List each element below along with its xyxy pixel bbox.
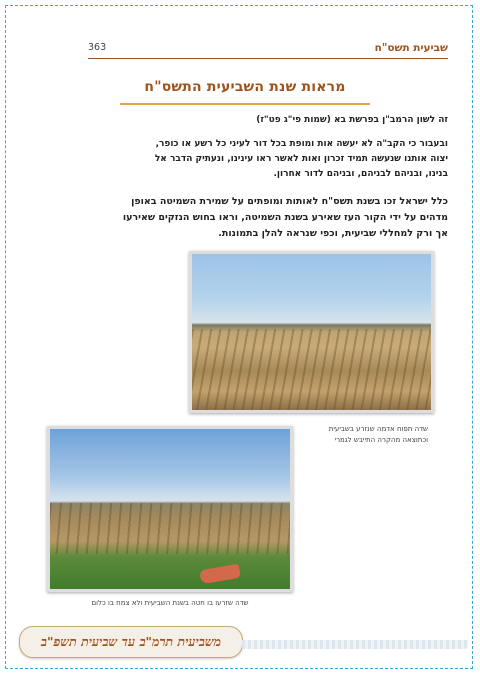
header-rule <box>88 58 448 59</box>
field-furrows <box>192 329 431 410</box>
photo1-caption <box>300 424 428 446</box>
footer-band <box>242 640 468 649</box>
body-paragraph <box>88 194 448 242</box>
caption-line: וכתוצאה מהקרה התייבש לגמרי <box>334 436 428 444</box>
quote-block <box>88 137 448 182</box>
page-number: 363 <box>88 42 107 53</box>
photo-potato-field <box>189 251 434 413</box>
photo2-caption: שדה שזרעו בו חטה בשנת השביעית ולא צמח בו כלום <box>91 599 249 607</box>
quote-line: יצוה אותנו שנעשה תמיד זכרון ואות לאשר ראו עינינו, ונעתיק הדבר אל <box>154 154 448 164</box>
page-title: מראות שנת השביעית התשס"ח <box>144 79 346 95</box>
paragraph-line: מדהים על ידי הקור העז שאירע בשנת השמיטה, וראו בחוש הנזקים שאירעו <box>122 212 448 223</box>
footer-title: משביעית תרמ"ב עד שביעית תשפ"ב <box>40 634 222 649</box>
source-line: זה לשון הרמב"ן בפרשת בא (שמות פי"ג פט"ז) <box>256 115 448 125</box>
page-header <box>88 42 448 56</box>
paragraph-line: כלל ישראל זכו בשנת תשס"ח לאותות ומופתים על שמירת השמיטה באופן <box>131 196 448 207</box>
footer-title-box <box>19 626 243 658</box>
caption-line: שדה תפוח אדמה שנזרע בשביעית <box>328 425 428 433</box>
quote-line: בנינו, ובניהם לבניהם, ובניהם לדור אחרון. <box>273 169 448 179</box>
paragraph-line: אך ורק למחללי שביעית, וכפי שנראה להלן בתמונות. <box>218 228 448 239</box>
running-title: שביעית תשס"ח <box>374 42 448 54</box>
photo-wheat-field <box>47 426 293 592</box>
field-furrows <box>50 503 290 554</box>
quote-line: ובעבור כי הקב"ה לא יעשה אות ומופת בכל דור לעיני כל רשע או כופר, <box>155 139 448 149</box>
title-underline <box>120 103 370 105</box>
pointing-hand <box>199 564 241 585</box>
